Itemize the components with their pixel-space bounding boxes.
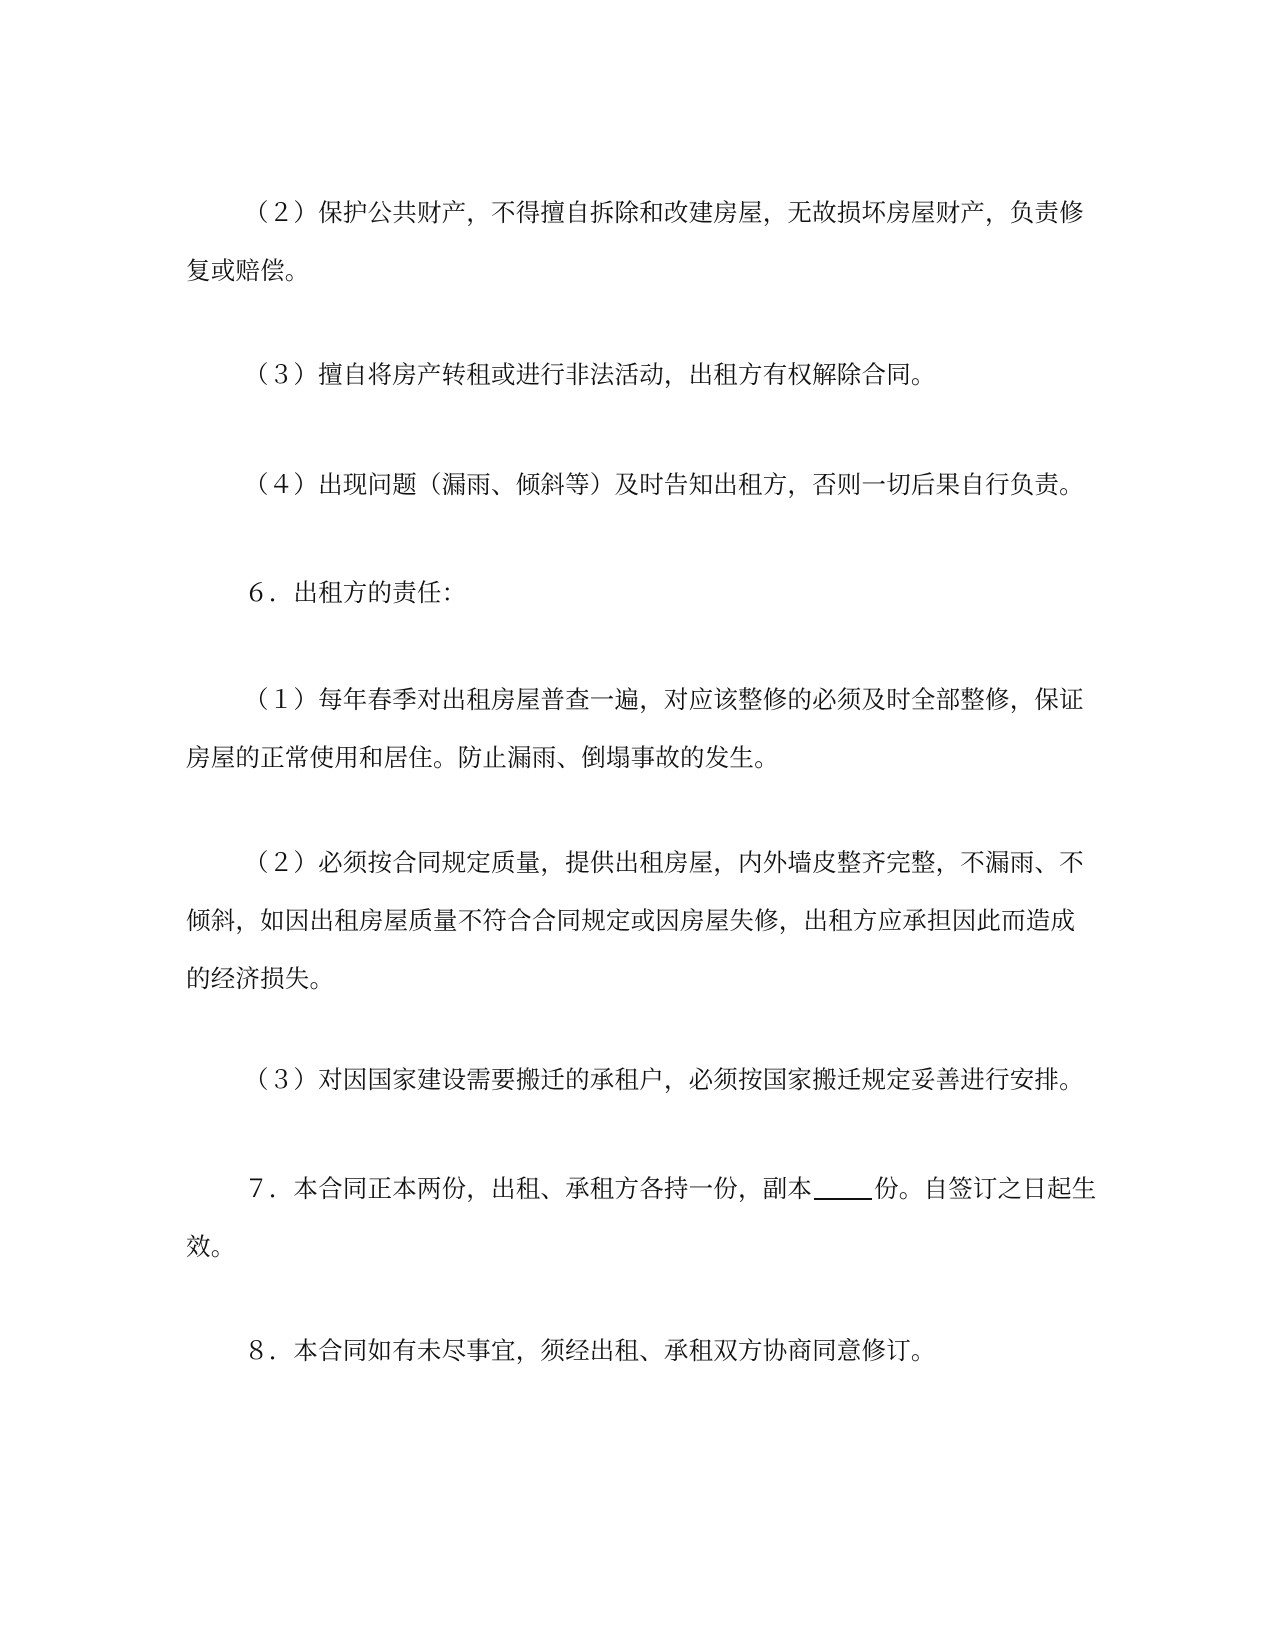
text-line: （１）每年春季对出租房屋普查一遍，对应该整修的必须及时全部整修，保证	[244, 685, 1084, 714]
clause-8	[186, 1322, 1086, 1380]
text-line: 的经济损失。	[186, 964, 335, 993]
clause-6-heading	[186, 564, 1086, 622]
clause-7	[186, 1160, 1097, 1276]
text-line: （２）保护公共财产，不得擅自拆除和改建房屋，无故损坏房屋财产，负责修	[244, 198, 1084, 227]
clause-6-1	[186, 671, 1086, 787]
text-line	[186, 1160, 1097, 1218]
clause-6-2	[186, 834, 1086, 1008]
text-line: （３）对因国家建设需要搬迁的承租户，必须按国家搬迁规定妥善进行安排。	[244, 1065, 1084, 1094]
clause-6-3	[186, 1051, 1086, 1109]
clause-5-3	[186, 346, 1086, 404]
text-line: （２）必须按合同规定质量，提供出租房屋，内外墙皮整齐完整，不漏雨、不	[244, 848, 1084, 877]
text-after-blank: 份。自签订之日起生	[874, 1174, 1097, 1203]
text-line: （４）出现问题（漏雨、倾斜等）及时告知出租方，否则一切后果自行负责。	[244, 470, 1084, 499]
clause-5-4	[186, 456, 1086, 514]
text-line: ６．出租方的责任：	[244, 578, 467, 607]
clause-5-2	[186, 184, 1086, 300]
text-line: （３）擅自将房产转租或进行非法活动，出租方有权解除合同。	[244, 360, 936, 389]
text-line: 倾斜，如因出租房屋质量不符合合同规定或因房屋失修，出租方应承担因此而造成	[186, 906, 1076, 935]
text-line: 效。	[186, 1232, 236, 1261]
text-line: 复或赔偿。	[186, 256, 310, 285]
text-line: 房屋的正常使用和居住。防止漏雨、倒塌事故的发生。	[186, 743, 779, 772]
text-before-blank: ７．本合同正本两份，出租、承租方各持一份，副本	[244, 1174, 813, 1203]
copies-blank	[814, 1174, 872, 1200]
text-line: ８．本合同如有未尽事宜，须经出租、承租双方协商同意修订。	[244, 1336, 936, 1365]
